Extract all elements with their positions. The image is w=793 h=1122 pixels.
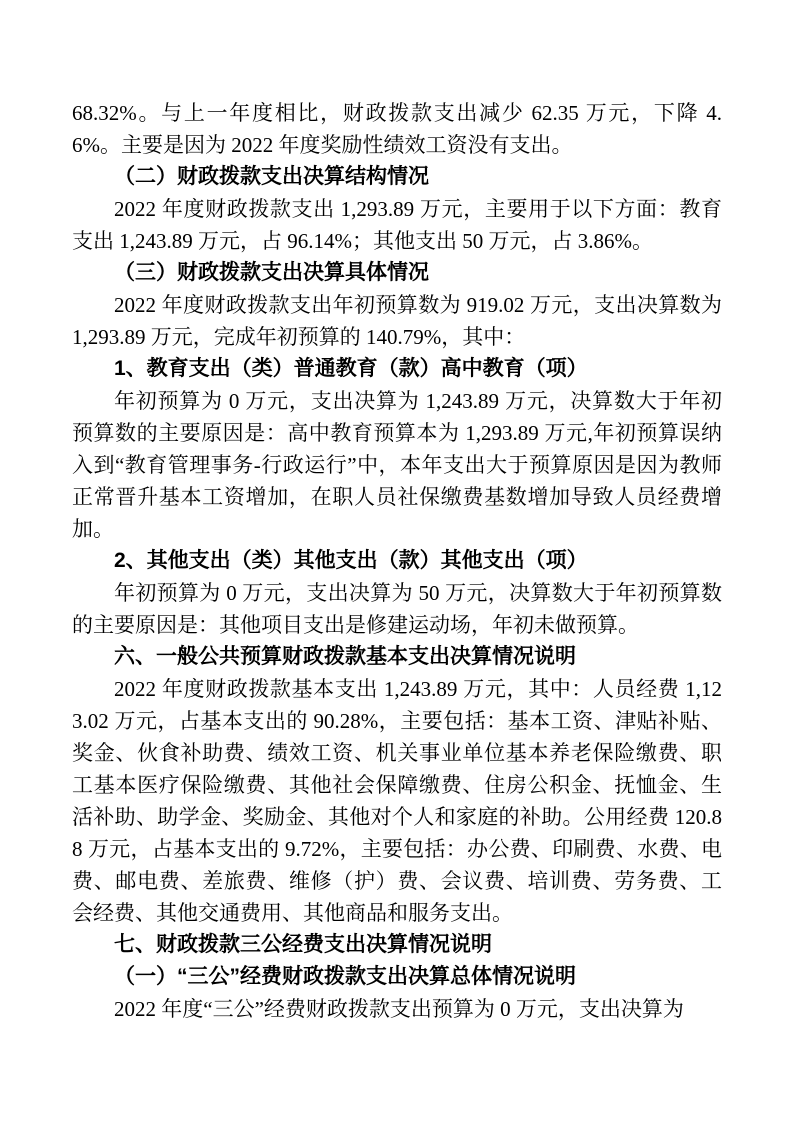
body-paragraph-other-detail: 年初预算为 0 万元，支出决算为 50 万元，决算数大于年初预算数的主要原因是：其他项目支出是修建运动场，年初未做预算。 (72, 581, 722, 637)
body-paragraph-structure: 2022 年度财政拨款支出 1,293.89 万元，主要用于以下方面：教育支出 1,243.89 万元，占 96.14%；其他支出 50 万元，占 3.86%。 (72, 197, 722, 253)
body-paragraph-three-public-overview: 2022 年度“三公”经费财政拨款支出预算为 0 万元，支出决算为 (114, 997, 684, 1021)
document-body (72, 97, 722, 1025)
heading-section-three-specifics: （三）财政拨款支出决算具体情况 (114, 261, 429, 284)
heading-section-seven-three-public: 七、财政拨款三公经费支出决算情况说明 (114, 933, 492, 956)
body-paragraph-specifics: 2022 年度财政拨款支出年初预算数为 919.02 万元，支出决算数为 1,293.89 万元，完成年初预算的 140.79%，其中： (72, 293, 722, 349)
heading-section-seven-one-overview: （一）“三公”经费财政拨款支出决算总体情况说明 (114, 965, 576, 988)
heading-section-two-structure: （二）财政拨款支出决算结构情况 (114, 165, 429, 188)
heading-item-two-other: 2、其他支出（类）其他支出（款）其他支出（项） (114, 549, 588, 572)
body-paragraph-basic-expenditure: 2022 年度财政拨款基本支出 1,243.89 万元，其中：人员经费 1,123.02 万元，占基本支出的 90.28%，主要包括：基本工资、津贴补贴、奖金、伙食补助费、绩效工资、机关事业单位基本养老保险缴费、职工基本医疗保险缴费、其他社会保障缴费、住房公积金、抚恤金、生活补助、助学金、奖励金、其他对个人和家庭的补助。公用经费 120.88 万元，占基本支出的 9.72%，主要包括：办公费、印刷费、水费、电费、邮电费、差旅费、维修（护）费、会议费、培训费、劳务费、工会经费、其他交通费用、其他商品和服务支出。 (72, 677, 722, 925)
heading-section-six-basic-expenditure: 六、一般公共预算财政拨款基本支出决算情况说明 (114, 645, 576, 668)
body-paragraph-education-detail: 年初预算为 0 万元，支出决算为 1,243.89 万元，决算数大于年初预算数的主要原因是：高中教育预算本为 1,293.89 万元,年初预算误纳入到“教育管理事务-行政运行”中，本年支出大于预算原因是因为教师正常晋升基本工资增加，在职人员社保缴费基数增加导致人员经费增加。 (72, 389, 722, 541)
heading-item-one-education: 1、教育支出（类）普通教育（款）高中教育（项） (114, 357, 588, 380)
body-paragraph-carryover: 68.32%。与上一年度相比，财政拨款支出减少 62.35 万元，下降 4.6%。主要是因为 2022 年度奖励性绩效工资没有支出。 (72, 101, 722, 157)
